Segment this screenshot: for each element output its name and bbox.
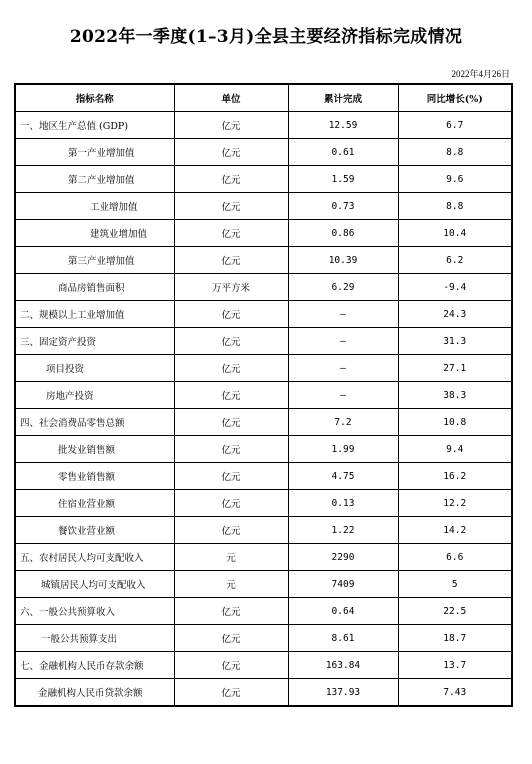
table-header-row [15, 84, 512, 112]
table-row [15, 544, 512, 571]
yoy-growth-cell: 10.8 [398, 409, 512, 436]
indicator-name-cell: 商品房销售面积 [15, 274, 174, 301]
table-row [15, 679, 512, 707]
unit-cell: 亿元 [174, 409, 288, 436]
unit-cell: 亿元 [174, 463, 288, 490]
unit-cell: 亿元 [174, 490, 288, 517]
yoy-growth-cell: 9.4 [398, 436, 512, 463]
cumulative-value-cell: 0.73 [288, 193, 398, 220]
cumulative-value-cell: 163.84 [288, 652, 398, 679]
cumulative-value-cell: — [288, 355, 398, 382]
header-cumulative: 累计完成 [288, 84, 398, 112]
indicator-name-cell: 金融机构人民币贷款余额 [15, 679, 174, 707]
indicator-name-cell: 房地产投资 [15, 382, 174, 409]
yoy-growth-cell: 6.2 [398, 247, 512, 274]
indicator-name-cell: 批发业销售额 [15, 436, 174, 463]
indicator-name-cell: 城镇居民人均可支配收入 [15, 571, 174, 598]
unit-cell: 亿元 [174, 625, 288, 652]
cumulative-value-cell: 1.59 [288, 166, 398, 193]
yoy-growth-cell: 38.3 [398, 382, 512, 409]
indicator-name-cell: 餐饮业营业额 [15, 517, 174, 544]
indicator-name-cell: 五、农村居民人均可支配收入 [15, 544, 174, 571]
unit-cell: 亿元 [174, 193, 288, 220]
indicator-name-cell: 第二产业增加值 [15, 166, 174, 193]
table-row [15, 301, 512, 328]
cumulative-value-cell: 8.61 [288, 625, 398, 652]
unit-cell: 亿元 [174, 436, 288, 463]
unit-cell: 亿元 [174, 355, 288, 382]
table-row [15, 463, 512, 490]
page-title: 2022年一季度(1–3月)全县主要经济指标完成情况 [69, 27, 463, 47]
unit-cell: 亿元 [174, 328, 288, 355]
indicator-name-cell: 第三产业增加值 [15, 247, 174, 274]
indicator-name-cell: 工业增加值 [15, 193, 174, 220]
table-row [15, 112, 512, 139]
indicator-name-cell: 四、社会消费品零售总额 [15, 409, 174, 436]
table-row [15, 274, 512, 301]
cumulative-value-cell: 10.39 [288, 247, 398, 274]
table-row [15, 436, 512, 463]
report-date: 2022年4月26日 [451, 69, 510, 79]
indicator-name-cell: 二、规模以上工业增加值 [15, 301, 174, 328]
yoy-growth-cell: 12.2 [398, 490, 512, 517]
unit-cell: 亿元 [174, 247, 288, 274]
cumulative-value-cell: 7.2 [288, 409, 398, 436]
header-indicator-name: 指标名称 [15, 84, 174, 112]
table-row [15, 490, 512, 517]
unit-cell: 亿元 [174, 139, 288, 166]
table-row [15, 247, 512, 274]
table-row [15, 517, 512, 544]
table-row [15, 382, 512, 409]
header-unit: 单位 [174, 84, 288, 112]
yoy-growth-cell: -9.4 [398, 274, 512, 301]
cumulative-value-cell: 12.59 [288, 112, 398, 139]
cumulative-value-cell: 2290 [288, 544, 398, 571]
yoy-growth-cell: 5 [398, 571, 512, 598]
yoy-growth-cell: 8.8 [398, 139, 512, 166]
table-row [15, 652, 512, 679]
yoy-growth-cell: 8.8 [398, 193, 512, 220]
cumulative-value-cell: 4.75 [288, 463, 398, 490]
table-row [15, 139, 512, 166]
yoy-growth-cell: 10.4 [398, 220, 512, 247]
cumulative-value-cell: 0.64 [288, 598, 398, 625]
unit-cell: 亿元 [174, 112, 288, 139]
unit-cell: 亿元 [174, 166, 288, 193]
yoy-growth-cell: 27.1 [398, 355, 512, 382]
indicator-name-cell: 七、金融机构人民币存款余额 [15, 652, 174, 679]
table-body [15, 112, 512, 707]
cumulative-value-cell: — [288, 382, 398, 409]
unit-cell: 万平方米 [174, 274, 288, 301]
cumulative-value-cell: 0.86 [288, 220, 398, 247]
indicator-name-cell: 三、固定资产投资 [15, 328, 174, 355]
cumulative-value-cell: 6.29 [288, 274, 398, 301]
cumulative-value-cell: 137.93 [288, 679, 398, 707]
yoy-growth-cell: 6.7 [398, 112, 512, 139]
yoy-growth-cell: 22.5 [398, 598, 512, 625]
cumulative-value-cell: 0.61 [288, 139, 398, 166]
unit-cell: 元 [174, 544, 288, 571]
unit-cell: 亿元 [174, 679, 288, 707]
indicator-name-cell: 项目投资 [15, 355, 174, 382]
table-row [15, 625, 512, 652]
indicator-name-cell: 住宿业营业额 [15, 490, 174, 517]
unit-cell: 亿元 [174, 220, 288, 247]
yoy-growth-cell: 9.6 [398, 166, 512, 193]
indicator-name-cell: 六、一般公共预算收入 [15, 598, 174, 625]
table-row [15, 598, 512, 625]
yoy-growth-cell: 16.2 [398, 463, 512, 490]
indicator-name-cell: 一、地区生产总值 (GDP) [15, 112, 174, 139]
indicator-table [14, 83, 513, 707]
table-row [15, 328, 512, 355]
unit-cell: 亿元 [174, 598, 288, 625]
yoy-growth-cell: 18.7 [398, 625, 512, 652]
cumulative-value-cell: 0.13 [288, 490, 398, 517]
cumulative-value-cell: — [288, 328, 398, 355]
table-row [15, 409, 512, 436]
indicator-name-cell: 建筑业增加值 [15, 220, 174, 247]
header-yoy-growth: 同比增长(%) [398, 84, 512, 112]
unit-cell: 亿元 [174, 382, 288, 409]
unit-cell: 亿元 [174, 652, 288, 679]
cumulative-value-cell: — [288, 301, 398, 328]
yoy-growth-cell: 24.3 [398, 301, 512, 328]
cumulative-value-cell: 1.22 [288, 517, 398, 544]
table-row [15, 193, 512, 220]
table-row [15, 166, 512, 193]
yoy-growth-cell: 31.3 [398, 328, 512, 355]
indicator-name-cell: 零售业销售额 [15, 463, 174, 490]
indicator-name-cell: 第一产业增加值 [15, 139, 174, 166]
table-row [15, 220, 512, 247]
yoy-growth-cell: 7.43 [398, 679, 512, 707]
yoy-growth-cell: 13.7 [398, 652, 512, 679]
indicator-name-cell: 一般公共预算支出 [15, 625, 174, 652]
table-row [15, 355, 512, 382]
unit-cell: 元 [174, 571, 288, 598]
cumulative-value-cell: 1.99 [288, 436, 398, 463]
yoy-growth-cell: 14.2 [398, 517, 512, 544]
table-row [15, 571, 512, 598]
unit-cell: 亿元 [174, 517, 288, 544]
cumulative-value-cell: 7409 [288, 571, 398, 598]
yoy-growth-cell: 6.6 [398, 544, 512, 571]
unit-cell: 亿元 [174, 301, 288, 328]
